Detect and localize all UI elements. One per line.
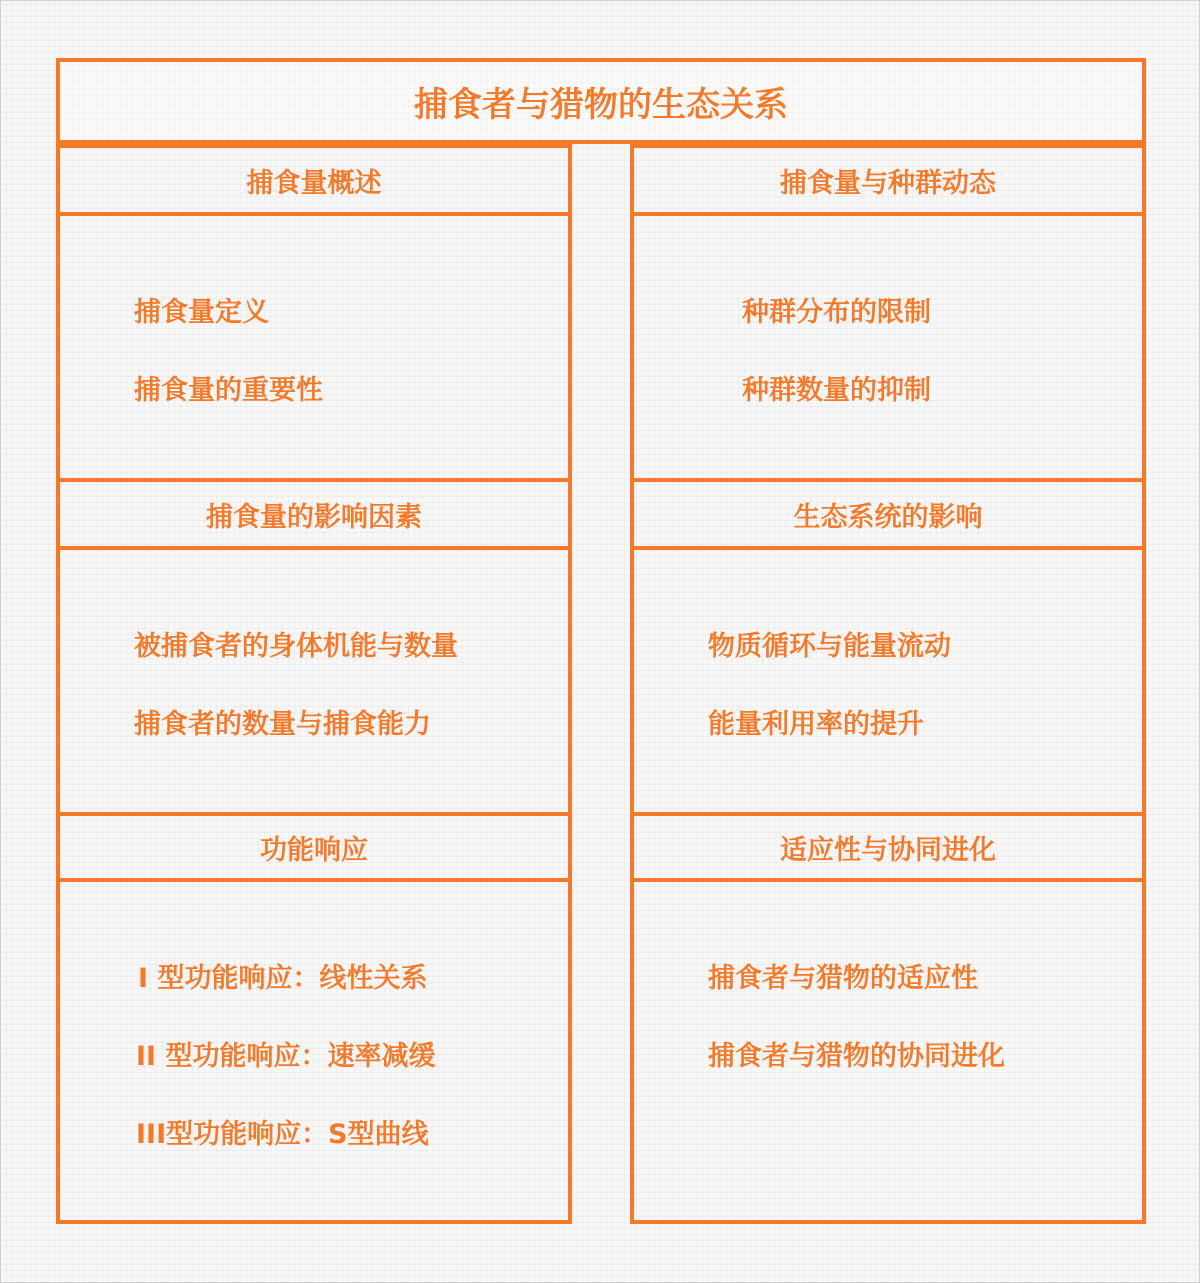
list-item: 种群分布的限制 <box>742 297 931 328</box>
divider <box>60 878 568 882</box>
divider <box>60 546 568 550</box>
list-item: 捕食者与猎物的适应性 <box>708 963 978 994</box>
section-header-overview: 捕食量概述 <box>246 167 382 199</box>
section-header-coevolution: 适应性与协同进化 <box>780 834 996 866</box>
list-item: 能量利用率的提升 <box>708 709 924 740</box>
list-item: 物质循环与能量流动 <box>708 631 951 662</box>
list-item: 种群数量的抑制 <box>742 375 931 406</box>
list-item: 捕食者与猎物的协同进化 <box>708 1041 1005 1072</box>
list-item: III型功能响应：S型曲线 <box>136 1119 429 1150</box>
list-item: I 型功能响应：线性关系 <box>138 963 428 994</box>
section-header-functional-response: 功能响应 <box>260 834 368 866</box>
diagram-title: 捕食者与猎物的生态关系 <box>414 84 788 125</box>
list-item: 捕食量的重要性 <box>134 375 323 406</box>
list-item: 捕食者的数量与捕食能力 <box>134 709 431 740</box>
divider <box>60 212 568 216</box>
divider <box>634 878 1142 882</box>
title-box <box>56 58 1146 144</box>
section-header-ecosystem: 生态系统的影响 <box>793 501 983 533</box>
section-header-factors: 捕食量的影响因素 <box>206 501 422 533</box>
list-item: II 型功能响应：速率减缓 <box>136 1041 436 1072</box>
left-column <box>56 144 572 1224</box>
right-column <box>630 144 1146 1224</box>
divider <box>634 546 1142 550</box>
list-item: 被捕食者的身体机能与数量 <box>134 631 458 662</box>
divider <box>634 212 1142 216</box>
list-item: 捕食量定义 <box>134 297 269 328</box>
section-header-population-dynamics: 捕食量与种群动态 <box>780 167 996 199</box>
